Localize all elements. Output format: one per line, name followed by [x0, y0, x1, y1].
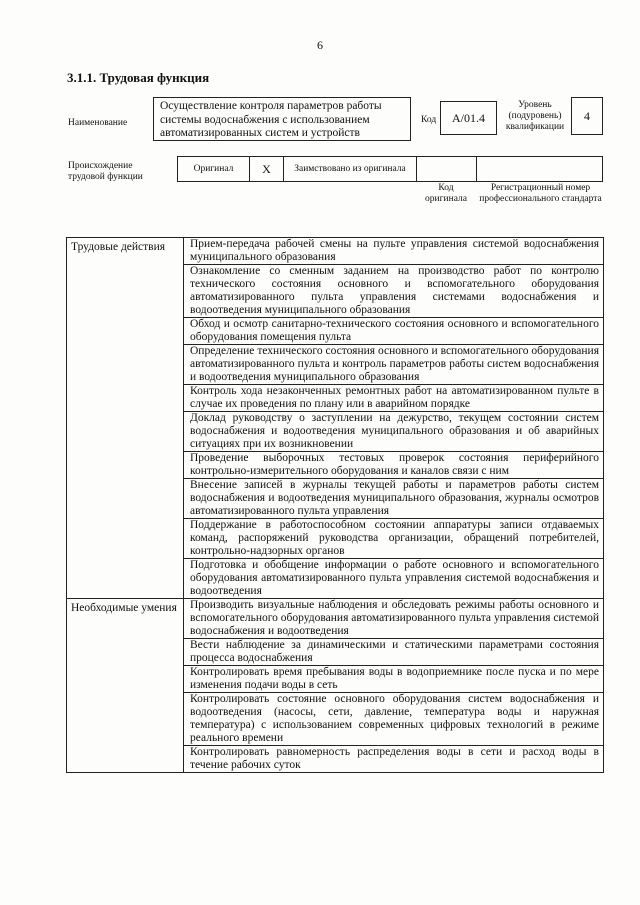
- code-label: Код: [421, 115, 437, 125]
- group-labor-actions: [67, 238, 603, 599]
- original-mark: Х: [250, 157, 284, 181]
- group-items: [184, 238, 603, 598]
- origin-label: Происхождение трудовой функции: [68, 161, 143, 182]
- table-row: Контролировать время пребывания воды в водоприемнике после пуска и по мере изменения подачи воды в сеть: [184, 666, 603, 693]
- page-number: 6: [317, 38, 323, 52]
- table-row: Вести наблюдение за динамическими и статическими параметрами состояния процесса водоснабжения: [184, 639, 603, 666]
- table-row: Доклад руководству о заступлении на дежурство, текущем состоянии систем водоснабжения и водоотведения муниципального образования и об аварийных ситуациях при их возникновении: [184, 412, 603, 452]
- table-row: Прием-передача рабочей смены на пульте управления системой водоснабжения муниципального образования: [184, 238, 603, 265]
- table-row: Ознакомление со сменным заданием на производство работ по контролю технического состояния основного и вспомогательного оборудования автоматизированного пульта управления системами водоснабжения и водоотведения муниципального образования: [184, 265, 603, 318]
- table-row: Определение технического состояния основного и вспомогательного оборудования автоматизированного пульта и контроль параметров работы систем водоснабжения и водоотведения муниципального образования: [184, 345, 603, 385]
- function-name: Осуществление контроля параметров работы системы водоснабжения с использованием автоматизированных систем и устройств: [153, 97, 411, 141]
- origin-row: [177, 156, 603, 182]
- borrowed-label: Заимствовано из оригинала: [284, 157, 417, 181]
- table-row: Производить визуальные наблюдения и обследовать режимы работы основного и вспомогательного оборудования автоматизированного пульта управления системой водоснабжения и водоотведения: [184, 599, 603, 639]
- group-label: Трудовые действия: [67, 238, 184, 598]
- table-row: Подготовка и обобщение информации о работе основного и вспомогательного оборудования автоматизированного пульта управления системой водоснабжения и водоотведения: [190, 559, 599, 597]
- table-row: Поддержание в работоспособном состоянии аппаратуры записи отдаваемых команд, распоряжений руководства организации, обращений потребителей, контрольно-надзорных органов: [184, 519, 603, 559]
- reg-number-cell: [477, 157, 602, 181]
- table-row: Контролировать равномерность распределения воды в сети и расход воды в течение рабочих суток: [190, 746, 599, 771]
- level-label: Уровень (подуровень) квалификации: [505, 100, 565, 132]
- section-title: 3.1.1. Трудовая функция: [67, 70, 210, 85]
- code-original-label: Код оригинала: [425, 183, 467, 204]
- group-skills: [67, 599, 603, 772]
- code-original-cell: [417, 157, 477, 181]
- reg-number-label: Регистрационный номер профессионального стандарта: [479, 183, 602, 204]
- table-row: Проведение выборочных тестовых проверок состояния периферийного контрольно-измерительного оборудования и каналов связи с ним: [184, 452, 603, 479]
- level-value: 4: [571, 97, 603, 135]
- code-value: А/01.4: [440, 101, 497, 135]
- group-label: Необходимые умения: [67, 599, 184, 772]
- group-items: [184, 599, 603, 772]
- name-label: Наименование: [68, 118, 128, 128]
- table-row: Контроль хода незаконченных ремонтных работ на автоматизированном пульте в случае их проведения по плану или в аварийном порядке: [184, 385, 603, 412]
- table-row: Внесение записей в журналы текущей работы и параметров работы систем водоснабжения и водоотведения муниципального образования, журналы осмотров автоматизированного пульта управления: [184, 479, 603, 519]
- original-label: Оригинал: [178, 157, 250, 181]
- main-table: [66, 237, 604, 773]
- table-row: Контролировать состояние основного оборудования систем водоснабжения и водоотведения (насосы, сети, давление, температура воды и наружная температура) с использованием современных цифровых технологий в режиме реального времени: [184, 693, 603, 746]
- table-row: Обход и осмотр санитарно-технического состояния основного и вспомогательного оборудования помещения пульта: [184, 318, 603, 345]
